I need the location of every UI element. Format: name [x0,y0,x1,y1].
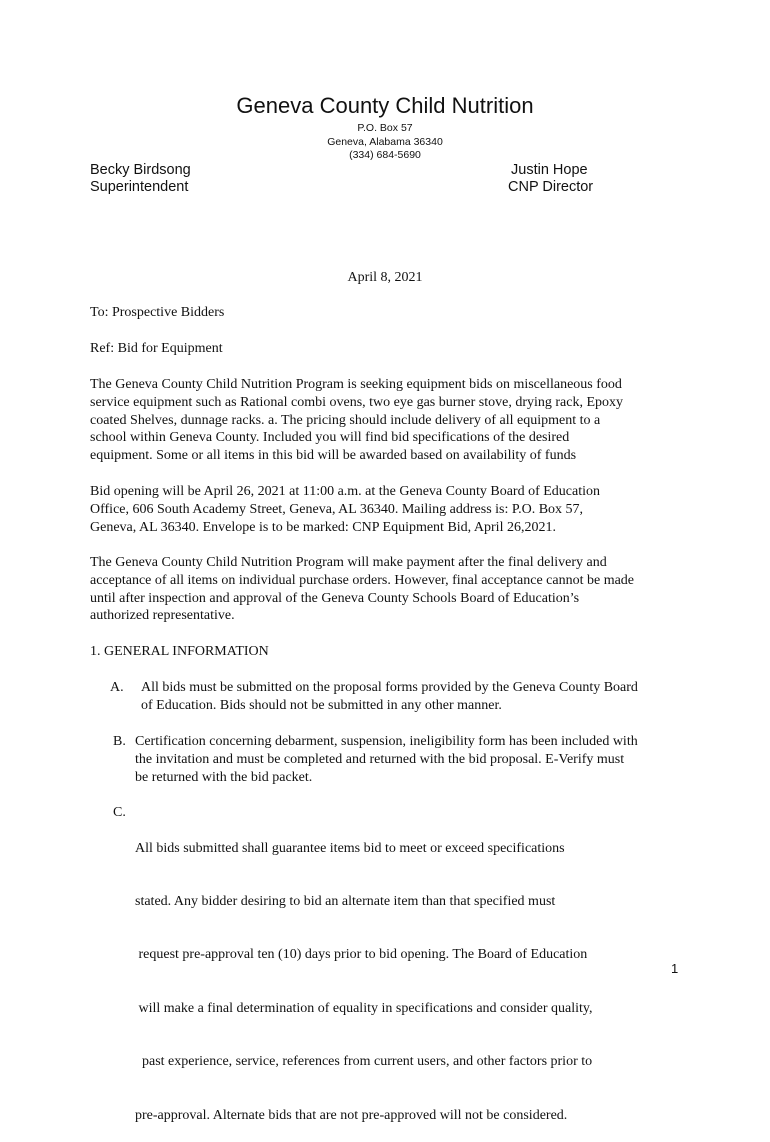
paragraph-line: Bid opening will be April 26, 2021 at 11:00 a.m. at the Geneva County Board of Education [90,484,601,499]
organization-title: Geneva County Child Nutrition [236,93,534,118]
paragraph-line: The Geneva County Child Nutrition Program will make payment after the final delivery and [90,555,607,570]
item-a-marker: A. [110,680,124,695]
address-city: Geneva, Alabama 36340 [327,136,443,148]
recipient-line: To: Prospective Bidders [90,305,225,320]
item-b-marker: B. [113,734,126,749]
body-paragraph-intro [90,376,623,465]
body-paragraph-bid-opening [90,483,600,536]
item-line: be returned with the bid packet. [135,769,313,785]
paragraph-line: authorized representative. [90,608,235,624]
paragraph-line: school within Geneva County. Included you will find bid specifications of the desired [90,430,570,446]
item-line: will make a final determination of equality in specifications and consider quality, [135,1000,593,1016]
body-paragraph-payment [90,554,634,625]
paragraph-line: acceptance of all items on individual purchase orders. However, final acceptance cannot be made [90,572,635,588]
left-signatory-name: Becky Birdsong [90,162,191,178]
letter-date: April 8, 2021 [347,270,423,285]
item-c-text [135,804,592,1142]
paragraph-line: Geneva, AL 36340. Envelope is to be marked: CNP Equipment Bid, April 26,2021. [90,519,556,535]
right-signatory-name: Justin Hope [511,162,588,178]
address-phone: (334) 684-5690 [349,149,421,161]
item-line: pre-approval. Alternate bids that are not pre-approved will not be considered. [135,1107,568,1123]
paragraph-line: service equipment such as Rational combi ovens, two eye gas burner stove, drying rack, Epoxy [90,394,624,410]
item-c-marker: C. [113,805,126,820]
item-line: stated. Any bidder desiring to bid an alternate item than that specified must [135,893,556,909]
paragraph-line: The Geneva County Child Nutrition Program is seeking equipment bids on miscellaneous food [90,377,622,392]
paragraph-line: coated Shelves, dunnage racks. a. The pricing should include delivery of all equipment to a [90,412,601,428]
item-b-text [135,733,638,786]
item-line: past experience, service, references from current users, and other factors prior to [135,1054,593,1070]
address-po-box: P.O. Box 57 [357,122,413,134]
page-number: 1 [671,961,679,976]
section-heading: 1. GENERAL INFORMATION [90,644,269,659]
paragraph-line: Office, 606 South Academy Street, Geneva, AL 36340. Mailing address is: P.O. Box 57, [90,501,584,517]
left-signatory-title: Superintendent [90,179,189,195]
paragraph-line: equipment. Some or all items in this bid will be awarded based on availability of funds [90,448,577,464]
item-line: All bids submitted shall guarantee items bid to meet or exceed specifications [135,840,565,856]
reference-line: Ref: Bid for Equipment [90,341,223,356]
item-line: Certification concerning debarment, suspension, ineligibility form has been included with [135,734,638,749]
item-line: request pre-approval ten (10) days prior to bid opening. The Board of Education [135,947,588,963]
item-a-text [141,679,638,715]
item-line: All bids must be submitted on the proposal forms provided by the Geneva County Board [141,680,638,695]
item-line: the invitation and must be completed and returned with the bid proposal. E-Verify must [135,751,625,767]
paragraph-line: until after inspection and approval of the Geneva County Schools Board of Education’s [90,590,580,606]
item-line: of Education. Bids should not be submitted in any other manner. [141,697,502,713]
right-signatory-title: CNP Director [508,179,594,195]
